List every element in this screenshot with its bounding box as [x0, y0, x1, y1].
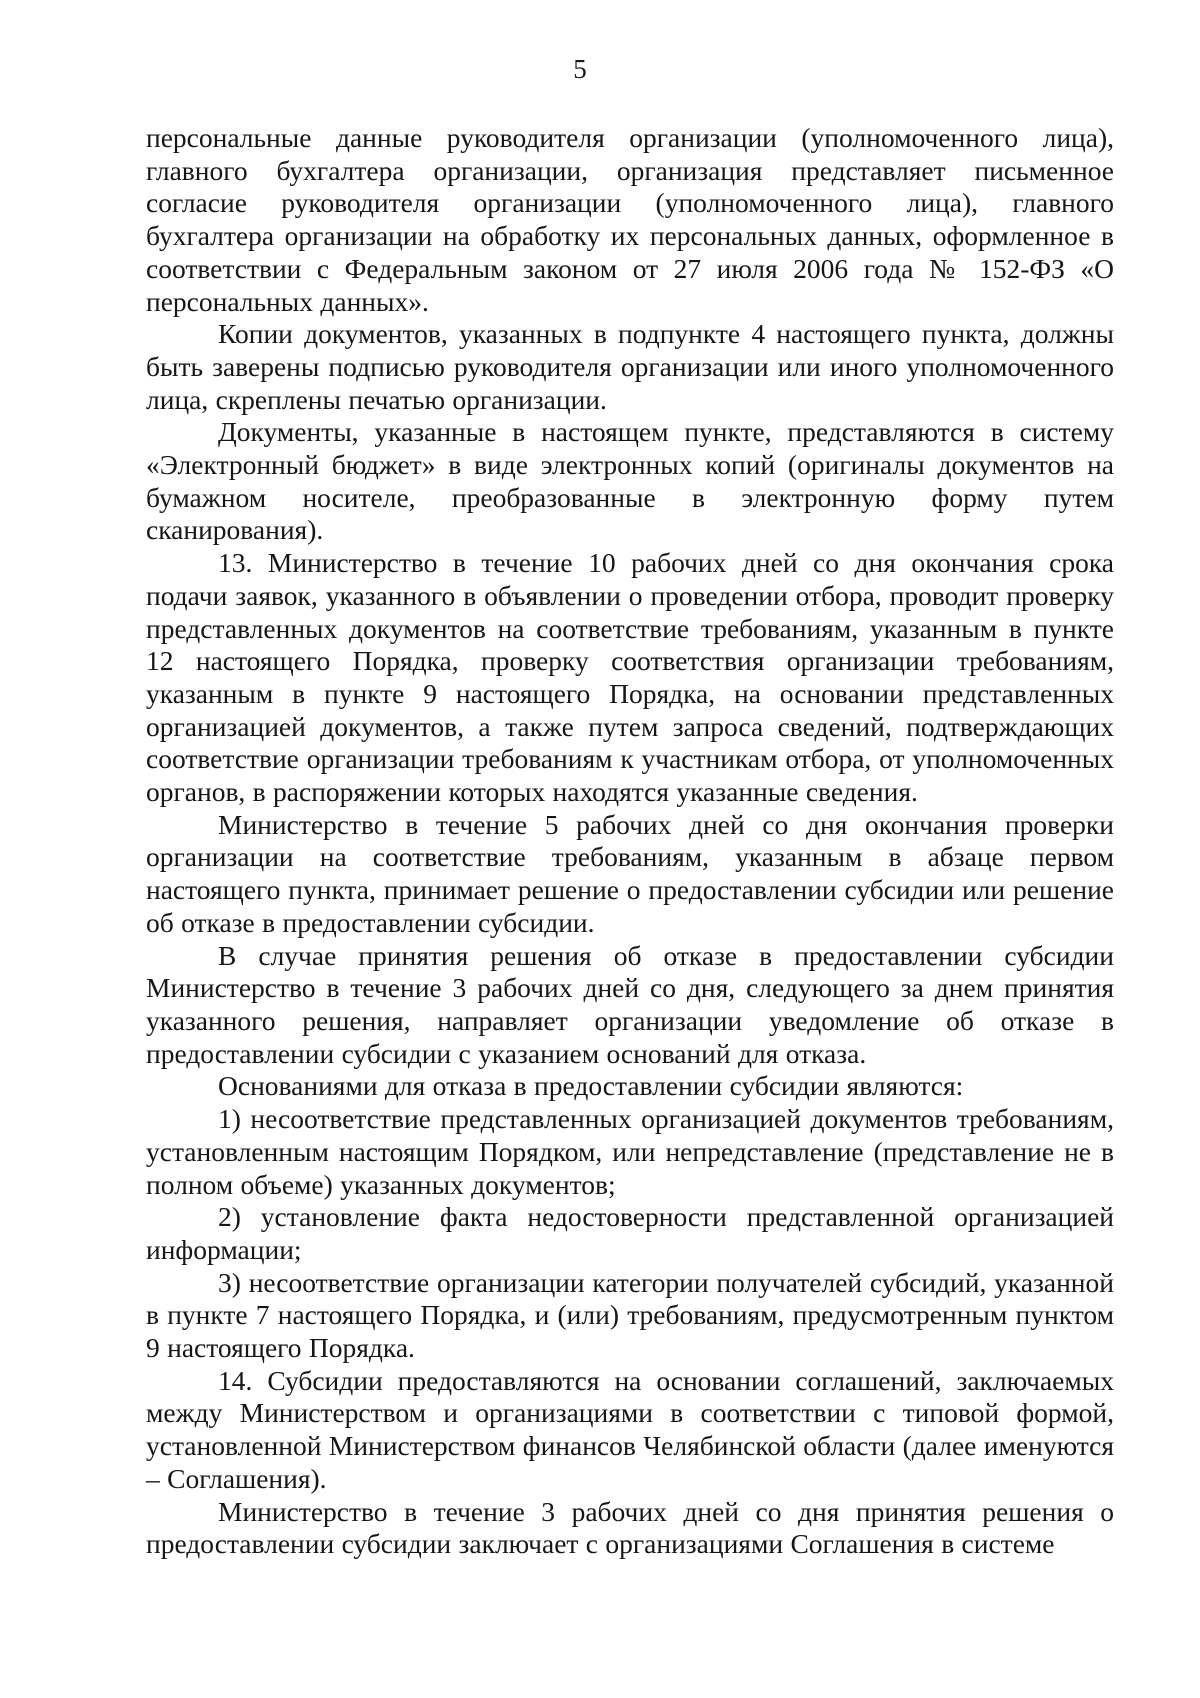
paragraph-agreements: Министерство в течение 3 рабочих дней со дня принятия решения о предоставлении субсидии заключает с организациями Соглашения в системе: [146, 1495, 1114, 1560]
paragraph-refusal-notice: В случае принятия решения об отказе в предоставлении субсидии Министерство в течение 3 рабочих дней со дня, следующего за днем принятия указанного решения, направляет организации уведомление об отказе в предоставлении субсидии с указанием оснований для отказа.: [146, 939, 1114, 1069]
list-item-ground-2: 2) установление факта недостоверности представленной организацией информации;: [146, 1201, 1114, 1265]
paragraph-item-14: 14. Субсидии предоставляются на основании соглашений, заключаемых между Министерством и организациями в соответствии с типовой формой, установленной Министерством финансов Челябинской области (далее именуются – Соглашения).: [146, 1364, 1114, 1494]
list-item-ground-3: 3) несоответствие организации категории получателей субсидий, указанной в пункте 7 настоящего Порядка, и (или) требованиям, предусмотренным пунктом 9 настоящего Порядка.: [146, 1266, 1114, 1364]
list-item-ground-1: 1) несоответствие представленных организацией документов требованиям, установленным настоящим Порядком, или непредставление (представление не в полном объеме) указанных документов;: [146, 1103, 1114, 1200]
paragraph-personal-data-consent: персональные данные руководителя организации (уполномоченного лица), главного бухгалтера организации, организация представляет письменное согласие руководителя организации (уполномоченного лица), главного бухгалтера организации на обработку их персональных данных, оформленное в соответствии с Федеральным законом от 27 июля 2006 года № 152-ФЗ «О персональных данных».: [146, 122, 1114, 317]
page-number: 5: [573, 54, 587, 84]
paragraph-item-13: 13. Министерство в течение 10 рабочих дней со дня окончания срока подачи заявок, указанного в объявлении о проведении отбора, проводит проверку представленных документов на соответствие требованиям, указанным в пункте 12 настоящего Порядка, проверку соответствия организации требованиям, указанным в пункте 9 настоящего Порядка, на основании представленных организацией документов, а также путем запроса сведений, подтверждающих соответствие организации требованиям к участникам отбора, от уполномоченных органов, в распоряжении которых находятся указанные сведения.: [146, 547, 1114, 808]
paragraph-decision: Министерство в течение 5 рабочих дней со дня окончания проверки организации на соответствие требованиям, указанным в абзаце первом настоящего пункта, принимает решение о предоставлении субсидии или решение об отказе в предоставлении субсидии.: [146, 808, 1114, 938]
paragraph-document-copies: Копии документов, указанных в подпункте 4 настоящего пункта, должны быть заверены подписью руководителя организации или иного уполномоченного лица, скреплены печатью организации.: [146, 318, 1114, 415]
paragraph-electronic-budget: Документы, указанные в настоящем пункте, представляются в систему «Электронный бюджет» в виде электронных копий (оригиналы документов на бумажном носителе, преобразованные в электронную форму путем сканирования).: [146, 416, 1114, 546]
paragraph-refusal-grounds: Основаниями для отказа в предоставлении субсидии являются:: [218, 1070, 964, 1102]
document-body: [146, 122, 1114, 1561]
